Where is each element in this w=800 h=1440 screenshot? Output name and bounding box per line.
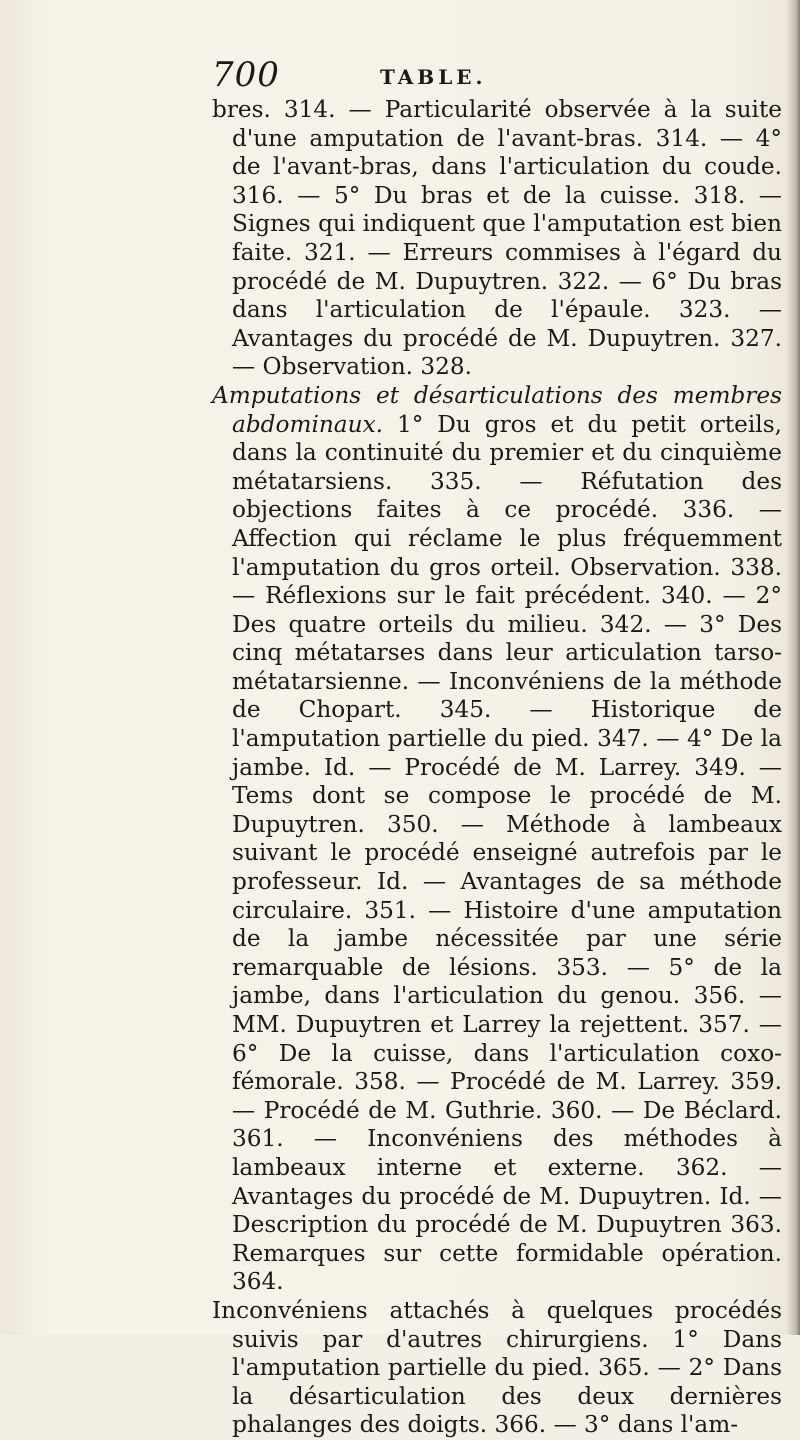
page-edge-shadow [786, 0, 800, 1335]
page-header [0, 55, 800, 95]
entry-text: 1° Du gros et du petit orteils, dans la continuité du premier et du cinquième métatarsiens. 335. — Réfutation des objections faites à ce procédé. 336. — Affection qui réclame le plus fréquemment l'amputation du gros orteil. Observation. 338. — Réflexions sur le fait précédent. 340. — 2° Des quatre orteils du milieu. 342. — 3° Des cinq métatarses dans leur articulation tarso-métatarsienne. — Inconvéniens de la méthode de Chopart. 345. — Historique de l'amputation partielle du pied. 347. — 4° De la jambe. Id. — Procédé de M. Larrey. 349. — Tems dont se compose le procédé de M. Dupuytren. 350. — Méthode à lambeaux suivant le procédé enseigné autrefois par le professeur. Id. — Avantages de sa méthode circulaire. 351. — Histoire d'une amputation de la jambe nécessitée par une série remarquable de lésions. 353. — 5° de la jambe, dans l'articulation du genou. 356. — MM. Dupuytren et Larrey la rejettent. 357. — 6° De la cuisse, dans l'articulation coxo-fémorale. 358. — Procédé de M. Larrey. 359. — Procédé de M. Guthrie. 360. — De Béclard. 361. — Inconvéniens des méthodes à lambeaux interne et externe. 362. — Avantages du procédé de M. Dupuytren. Id. — Description du procédé de M. Dupuytren 363. Remarques sur cette formidable opération. 364. [232, 410, 782, 1296]
entry-text: Inconvéniens attachés à quelques procédés suivis par d'autres chirurgiens. 1° Dans l'amputation partielle du pied. 365. — 2° Dans la désarticulation des deux dernières phalanges des doigts. 366. — 3° dans l'am- [212, 1296, 782, 1439]
section-heading: Amputations et désarticulations des membres abdominaux. [212, 381, 782, 438]
toc-entry-inconveniences [212, 1297, 782, 1440]
toc-entry-abdominal-limbs [212, 382, 782, 1297]
table-of-contents-body [212, 96, 782, 1440]
toc-entry-continuation [212, 96, 782, 382]
page-number: 700 [212, 55, 280, 95]
running-title: TABLE. [380, 65, 487, 89]
entry-text: bres. 314. — Particularité observée à la suite d'une amputation de l'avant-bras. 314. — 4° de l'avant-bras, dans l'articulation du coude. 316. — 5° Du bras et de la cuisse. 318. — Signes qui indiquent que l'amputation est bien faite. 321. — Erreurs commises à l'égard du procédé de M. Dupuytren. 322. — 6° Du bras dans l'articulation de l'épaule. 323. — Avantages du procédé de M. Dupuytren. 327. — Observation. 328. [212, 96, 782, 381]
